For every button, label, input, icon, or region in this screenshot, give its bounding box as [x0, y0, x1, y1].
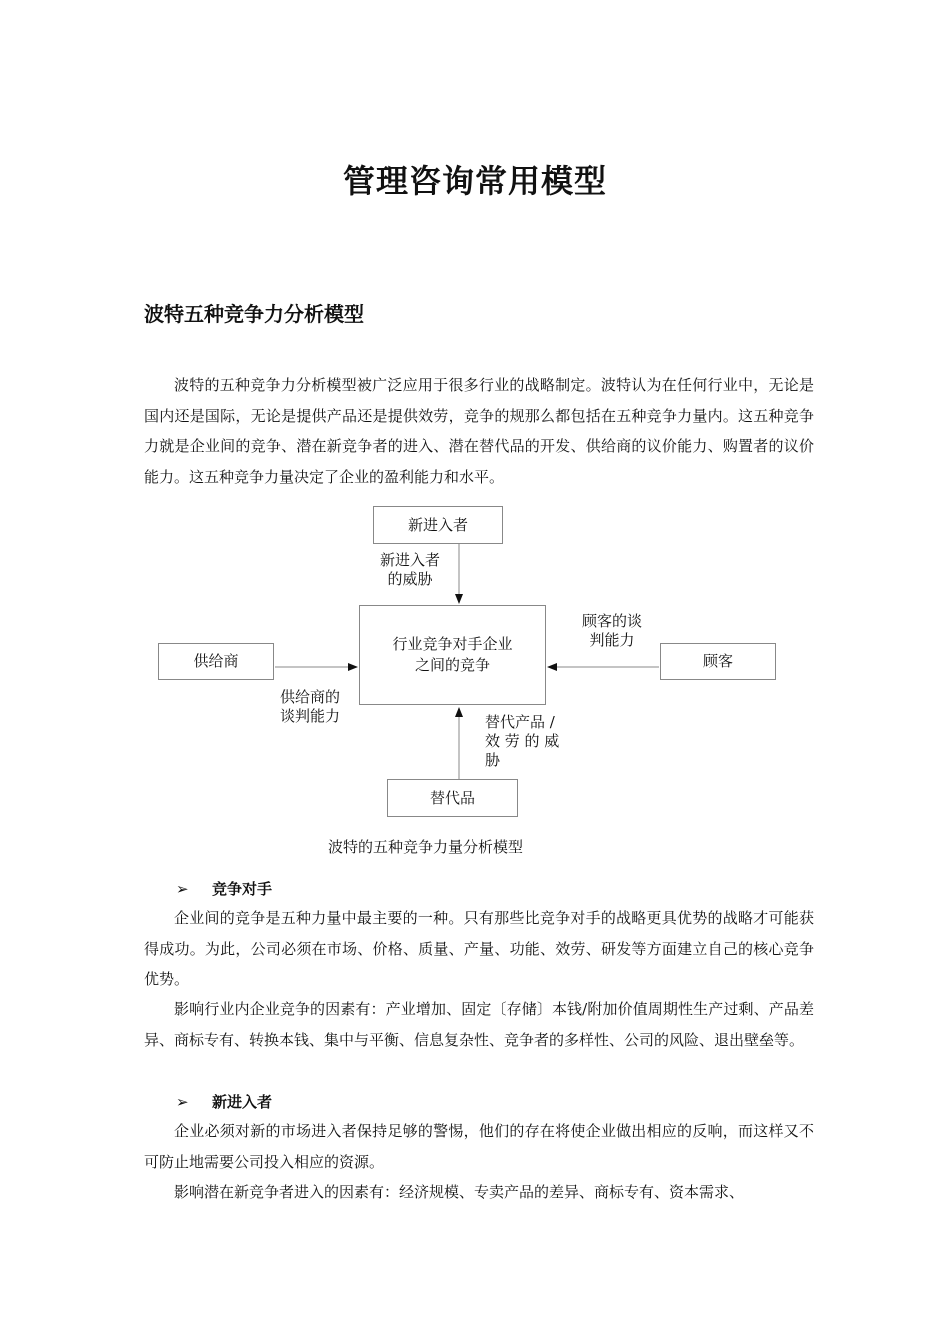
bullet-heading-new-entrants [176, 1091, 272, 1112]
bullet-heading-text: 新进入者 [212, 1093, 273, 1111]
new-entrants-paragraph-1: 企业必须对新的市场进入者保持足够的警惕，他们的存在将使企业做出相应的反响，而这样又不可防止地需要公司投入相应的资源。 [144, 1122, 814, 1171]
new-entrants-threat-label: 新进入者 的威胁 [379, 551, 440, 588]
customer-bargaining-label: 顾客的谈 判能力 [581, 612, 642, 649]
diagram-caption: 波特的五种竞争力量分析模型 [328, 838, 524, 856]
substitutes-box: 替代品 [387, 779, 518, 817]
new-entrants-box: 新进入者 [373, 506, 503, 544]
page-title: 管理咨询常用模型 [342, 162, 607, 200]
customers-box: 顾客 [660, 643, 776, 680]
intro-paragraph: 波特的五种竞争力分析模型被广泛应用于很多行业的战略制定。波特认为在任何行业中，无论是国内还是国际，无论是提供产品还是提供效劳，竞争的规那么都包括在五种竞争力量内。这五种竞争力就是企业间的竞争、潜在新竞争者的进入、潜在替代品的开发、供给商的议价能力、购置者的议价能力。这五种竞争力量决定了企业的盈利能力和水平。 [144, 376, 814, 486]
new-entrants-paragraph-2: 影响潜在新竞争者进入的因素有：经济规模、专卖产品的差异、商标专有、资本需求、 [174, 1183, 745, 1201]
suppliers-box: 供给商 [158, 643, 274, 680]
industry-rivalry-box: 行业竞争对手企业 之间的竞争 [359, 605, 546, 705]
bullet-heading-competitors [176, 878, 272, 899]
competitors-paragraph-1: 企业间的竞争是五种力量中最主要的一种。只有那些比竞争对手的战略更具优势的战略才可能获得成功。为此，公司必须在市场、价格、质量、产量、功能、效劳、研发等方面建立自己的核心竞争优势。 [144, 909, 814, 988]
section-heading: 波特五种竞争力分析模型 [144, 302, 364, 326]
substitute-threat-label: 替代产品 / 效 劳 的 威 胁 [485, 713, 560, 769]
competitors-paragraph-2: 影响行业内企业竞争的因素有：产业增加、固定〔存储〕本钱/附加价值周期性生产过剩、产品差异、商标专有、转换本钱、集中与平衡、信息复杂性、竞争者的多样性、公司的风险、退出壁垒等。 [144, 1000, 814, 1049]
arrow-bullet-icon: ➢ [176, 1093, 189, 1111]
arrow-bullet-icon: ➢ [176, 880, 189, 898]
supplier-bargaining-label: 供给商的 谈判能力 [279, 688, 340, 725]
bullet-heading-text: 竞争对手 [212, 880, 273, 898]
